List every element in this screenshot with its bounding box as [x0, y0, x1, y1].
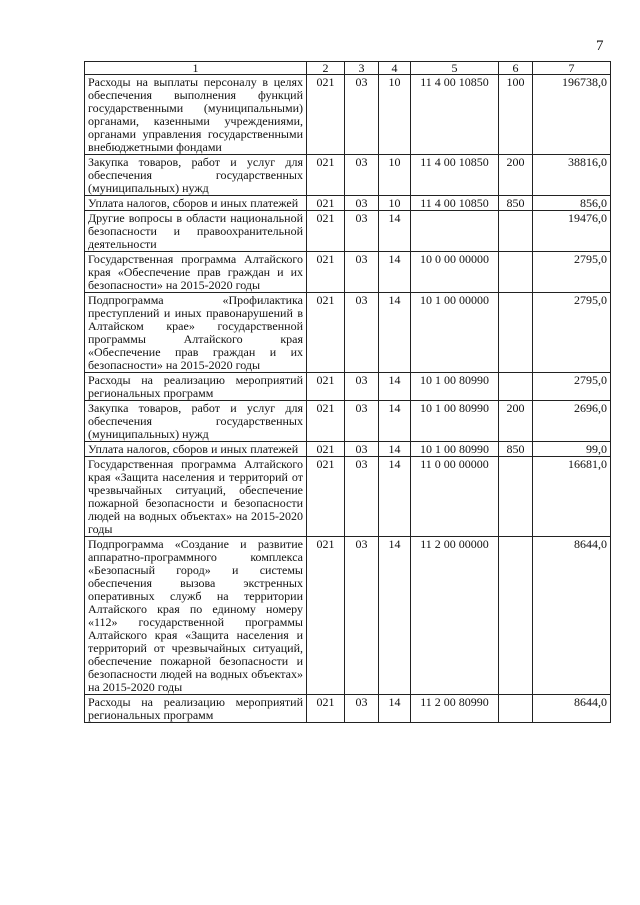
row-section-code: 03 — [345, 457, 379, 537]
table-row — [85, 457, 611, 537]
row-ministry-code: 021 — [307, 442, 345, 457]
row-section-code: 03 — [345, 211, 379, 252]
table-row — [85, 155, 611, 196]
row-target-article: 11 0 00 00000 — [411, 457, 499, 537]
row-ministry-code: 021 — [307, 537, 345, 695]
row-target-article: 11 4 00 10850 — [411, 155, 499, 196]
row-name: Государственная программа Алтайского края «Обеспечение прав граждан и их безопасности» на 2015-2020 годы — [85, 252, 307, 293]
row-subsection-code: 14 — [379, 401, 411, 442]
row-subsection-code: 14 — [379, 457, 411, 537]
header-col-1: 1 — [85, 62, 307, 75]
table-body — [85, 75, 611, 723]
header-col-7: 7 — [533, 62, 611, 75]
row-ministry-code: 021 — [307, 211, 345, 252]
row-section-code: 03 — [345, 537, 379, 695]
row-expense-type — [499, 537, 533, 695]
header-col-3: 3 — [345, 62, 379, 75]
row-subsection-code: 14 — [379, 537, 411, 695]
row-expense-type: 200 — [499, 155, 533, 196]
row-expense-type — [499, 695, 533, 723]
table-header-row — [85, 62, 611, 75]
row-subsection-code: 14 — [379, 373, 411, 401]
row-section-code: 03 — [345, 401, 379, 442]
row-ministry-code: 021 — [307, 155, 345, 196]
table-row — [85, 196, 611, 211]
table-row — [85, 252, 611, 293]
row-subsection-code: 14 — [379, 442, 411, 457]
row-amount: 38816,0 — [533, 155, 611, 196]
row-target-article: 11 4 00 10850 — [411, 196, 499, 211]
row-amount: 19476,0 — [533, 211, 611, 252]
row-section-code: 03 — [345, 196, 379, 211]
row-amount: 2795,0 — [533, 293, 611, 373]
row-expense-type — [499, 457, 533, 537]
row-subsection-code: 14 — [379, 293, 411, 373]
header-col-2: 2 — [307, 62, 345, 75]
row-expense-type: 850 — [499, 196, 533, 211]
table-row — [85, 75, 611, 155]
row-section-code: 03 — [345, 252, 379, 293]
row-section-code: 03 — [345, 75, 379, 155]
budget-table — [84, 61, 611, 723]
row-expense-type: 850 — [499, 442, 533, 457]
table-row — [85, 401, 611, 442]
table-row — [85, 293, 611, 373]
row-amount: 8644,0 — [533, 695, 611, 723]
row-expense-type: 100 — [499, 75, 533, 155]
row-subsection-code: 14 — [379, 252, 411, 293]
row-name: Закупка товаров, работ и услуг для обеспечения государственных (муниципальных) нужд — [85, 401, 307, 442]
row-subsection-code: 10 — [379, 196, 411, 211]
row-expense-type — [499, 252, 533, 293]
row-subsection-code: 10 — [379, 155, 411, 196]
row-ministry-code: 021 — [307, 457, 345, 537]
table-row — [85, 211, 611, 252]
row-target-article: 10 0 00 00000 — [411, 252, 499, 293]
row-name: Расходы на реализацию мероприятий региональных программ — [85, 695, 307, 723]
row-name: Государственная программа Алтайского края «Защита населения и территорий от чрезвычайных ситуаций, обеспечение пожарной безопасности и безопасности людей на водных объектах» на 2015-2020 годы — [85, 457, 307, 537]
table-row — [85, 537, 611, 695]
row-target-article: 10 1 00 80990 — [411, 442, 499, 457]
row-name: Другие вопросы в области национальной безопасности и правоохранительной деятельности — [85, 211, 307, 252]
row-ministry-code: 021 — [307, 695, 345, 723]
row-name: Расходы на выплаты персоналу в целях обеспечения выполнения функций государственными (муниципальными) органами, казенными учреждениями, органами управления государственными внебюджетными фондами — [85, 75, 307, 155]
row-subsection-code: 14 — [379, 211, 411, 252]
row-ministry-code: 021 — [307, 373, 345, 401]
row-section-code: 03 — [345, 373, 379, 401]
row-name: Закупка товаров, работ и услуг для обеспечения государственных (муниципальных) нужд — [85, 155, 307, 196]
row-expense-type — [499, 373, 533, 401]
row-section-code: 03 — [345, 155, 379, 196]
row-target-article — [411, 211, 499, 252]
row-target-article: 11 2 00 00000 — [411, 537, 499, 695]
row-name: Расходы на реализацию мероприятий региональных программ — [85, 373, 307, 401]
table-row — [85, 442, 611, 457]
row-section-code: 03 — [345, 442, 379, 457]
row-expense-type: 200 — [499, 401, 533, 442]
row-target-article: 10 1 00 00000 — [411, 293, 499, 373]
row-section-code: 03 — [345, 293, 379, 373]
page-number: 7 — [596, 38, 604, 54]
row-target-article: 10 1 00 80990 — [411, 373, 499, 401]
row-ministry-code: 021 — [307, 252, 345, 293]
row-ministry-code: 021 — [307, 293, 345, 373]
row-amount: 856,0 — [533, 196, 611, 211]
row-subsection-code: 10 — [379, 75, 411, 155]
row-expense-type — [499, 293, 533, 373]
row-target-article: 10 1 00 80990 — [411, 401, 499, 442]
row-name: Подпрограмма «Создание и развитие аппаратно-программного комплекса «Безопасный город» и системы обеспечения вызова экстренных оперативных служб на территории Алтайского края по единому номеру «112» государственной программы Алтайского края «Защита населения и территорий от чрезвычайных ситуаций, обеспечение пожарной безопасности и безопасности людей на водных объектах» на 2015-2020 годы — [85, 537, 307, 695]
row-section-code: 03 — [345, 695, 379, 723]
row-amount: 8644,0 — [533, 537, 611, 695]
row-expense-type — [499, 211, 533, 252]
row-amount: 2795,0 — [533, 373, 611, 401]
header-col-4: 4 — [379, 62, 411, 75]
row-ministry-code: 021 — [307, 75, 345, 155]
row-name: Подпрограмма «Профилактика преступлений и иных правонарушений в Алтайском крае» государственной программы Алтайского края «Обеспечение прав граждан и их безопасности» на 2015-2020 годы — [85, 293, 307, 373]
row-amount: 99,0 — [533, 442, 611, 457]
row-ministry-code: 021 — [307, 401, 345, 442]
row-target-article: 11 4 00 10850 — [411, 75, 499, 155]
row-name: Уплата налогов, сборов и иных платежей — [85, 196, 307, 211]
row-ministry-code: 021 — [307, 196, 345, 211]
header-col-6: 6 — [499, 62, 533, 75]
table-row — [85, 373, 611, 401]
row-amount: 2696,0 — [533, 401, 611, 442]
header-col-5: 5 — [411, 62, 499, 75]
row-target-article: 11 2 00 80990 — [411, 695, 499, 723]
row-subsection-code: 14 — [379, 695, 411, 723]
table-row — [85, 695, 611, 723]
row-name: Уплата налогов, сборов и иных платежей — [85, 442, 307, 457]
row-amount: 196738,0 — [533, 75, 611, 155]
row-amount: 16681,0 — [533, 457, 611, 537]
row-amount: 2795,0 — [533, 252, 611, 293]
